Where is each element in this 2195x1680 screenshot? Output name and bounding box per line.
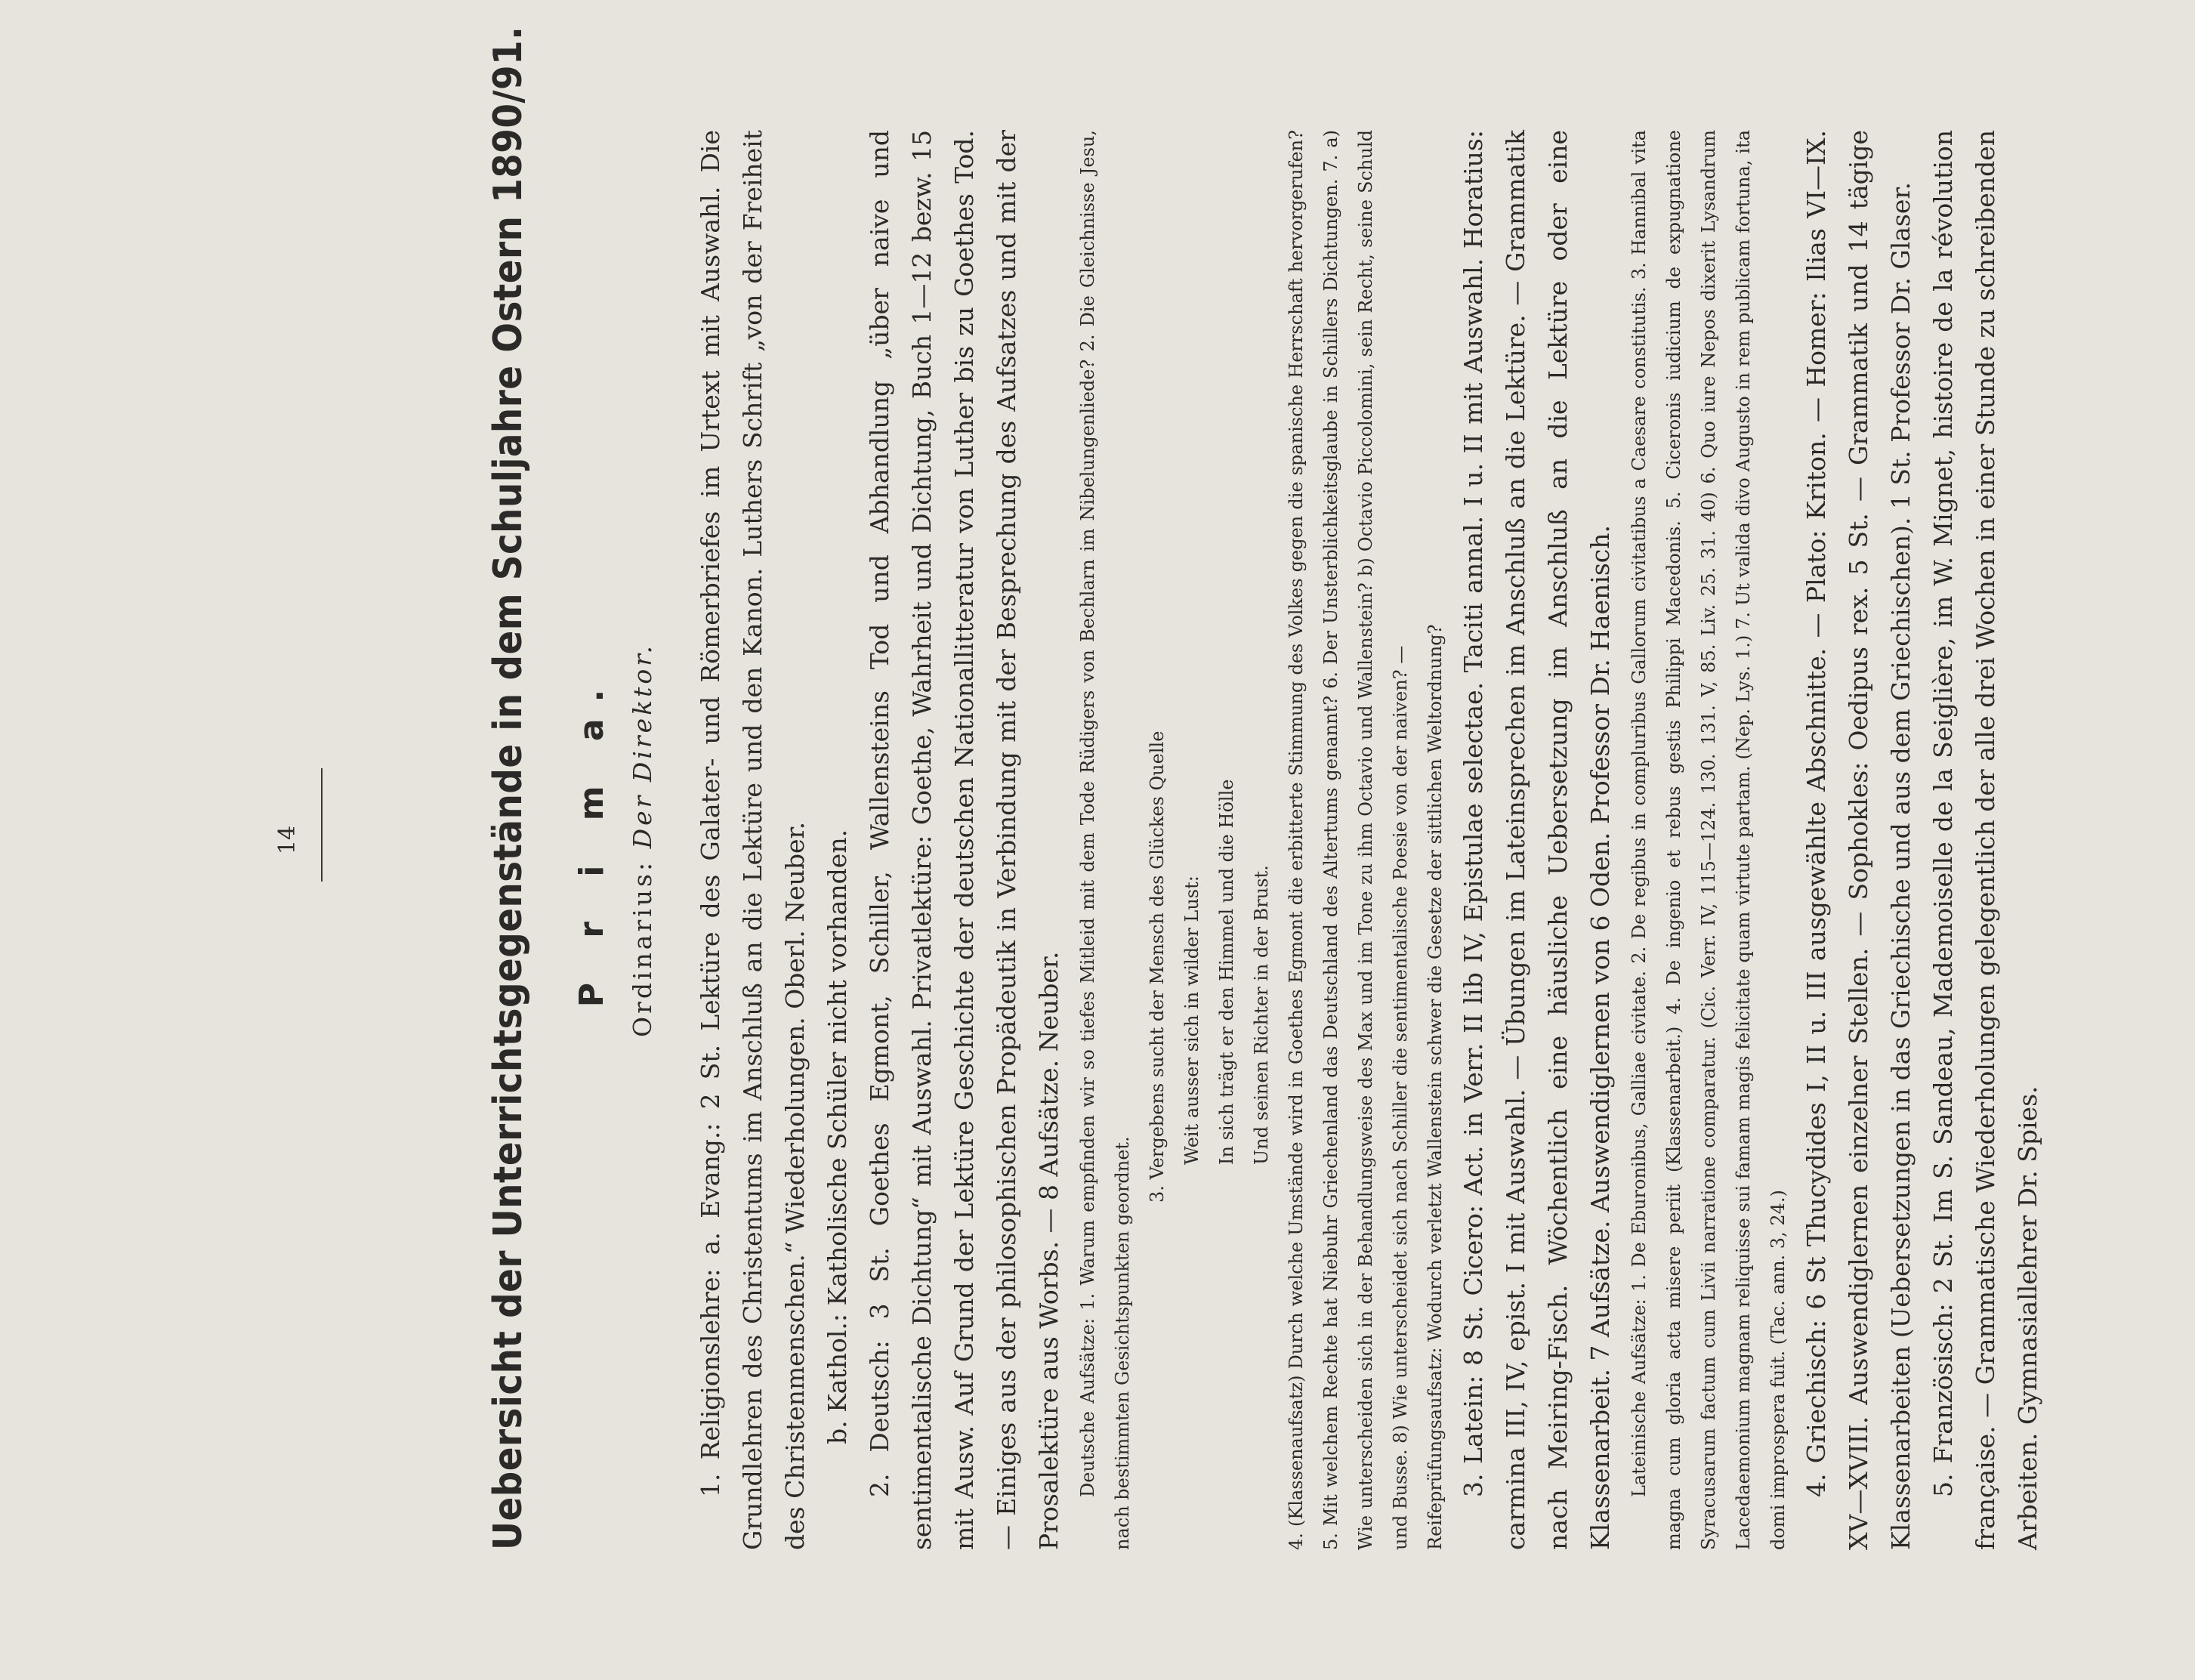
- religion-catholic-line: b. Kathol.: Katholische Schüler nicht vorhanden.: [823, 829, 852, 1444]
- deutsch-aufsaetze-continued: 4. (Klassenaufsatz) Durch welche Umstände wird in Goethes Egmont die erbitterte Stimmung des Volkes gegen die spanische Herrschaft hervorgerufen? 5. Mit welchem Rechte hat Niebuhr Griechenland das Deutschland des Altertums genannt? 6. Der Unsterblichkeitsglaube in Schillers Dichtungen. 7. a) Wie unterscheiden sich in der Behandlungsweise des Max und im Tone zu ihm Octavio und Wallenstein? b) Octavio Piccolomini, sein Recht, seine Schuld und Busse. 8) Wie unterscheidet sich nach Schiller die sentimentalische Poesie von der naiven? —: [1286, 130, 1411, 1550]
- deutsch-aufsatz-3: 3. Vergebens sucht der Mensch des Glückes Quelle: [1147, 730, 1168, 1203]
- document-body: [690, 130, 2049, 1550]
- franzoesisch-paragraph: 5. Französisch: 2 St. Im S. Sandeau, Mademoiselle de la Seiglière, im W. Mignet, histoire de la révolution française. — Grammatische Wiederholungen gelegentlich der alle drei Wochen in einer Stunde zu schreibenden Arbeiten. Gymnasiallehrer Dr. Spies.: [1928, 130, 2042, 1550]
- ordinarius-line: [628, 107, 657, 1573]
- deutsch-paragraph: 2. Deutsch: 3 St. Goethes Egmont, Schiller, Wallensteins Tod und Abhandlung „über naive und sentimentalische Dichtung“ mit Auswahl. Privatlektüre: Goethe, Wahrheit und Dichtung, Buch 1—12 bezw. 15 mit Ausw. Auf Grund der Lektüre Geschichte der deutschen Nationallitteratur von Luther bis zu Goethes Tod. — Einiges aus der philosophischen Propädeutik in Verbindung mit der Besprechung des Aufsatzes und mit der Prosalektüre aus Worbs. — 8 Aufsätze. Neuber.: [865, 130, 1064, 1550]
- poem-line: Weit ausser sich in wilder Lust:: [1181, 876, 1202, 1165]
- poem-line: Und seinen Richter in der Brust.: [1251, 865, 1272, 1165]
- page-number-rule: [321, 768, 323, 882]
- page-number: 14: [274, 825, 301, 855]
- deutsch-aufsaetze: Deutsche Aufsätze: 1. Warum empfinden wir so tiefes Mitleid mit dem Tode Rüdigers von Bechlarn im Nibelungenliede? 2. Die Gleichnisse Jesu, nach bestimmten Gesichtspunkten geordnet.: [1077, 130, 1133, 1550]
- page-title: Uebersicht der Unterrichtsgegenstände in dem Schuljahre Ostern 1890/91.: [486, 26, 531, 1550]
- rotated-page-content: [267, 26, 2042, 1573]
- griechisch-paragraph: 4. Griechisch: 6 St Thucydides I, II u. III ausgewählte Abschnitte. — Plato: Kriton. — Homer: Ilias VI—IX. XV—XVIII. Auswendiglernen einzelner Stellen. — Sophokles: Oedipus rex. 5 St. — Grammatik und 14 tägige Klassenarbeiten (Uebersetzungen in das Griechische und aus dem Griechischen). 1 St. Professor Dr. Glaser.: [1801, 130, 1916, 1550]
- latein-paragraph: 3. Latein: 8 St. Cicero: Act. in Verr. II lib IV, Epistulae selectae. Taciti annal. I u. II mit Auswahl. Horatius: carmina III, IV, epist. I mit Auswahl. — Übungen im Lateinsprechen im Anschluß an die Lektüre. — Grammatik nach Meiring-Fisch. Wöchentlich eine häusliche Uebersetzung im Anschluß an die Lektüre oder eine Klassenarbeit. 7 Aufsätze. Auswendiglernen von 6 Oden. Professor Dr. Haenisch.: [1459, 130, 1615, 1550]
- reifepruefung-aufsatz: Reifeprüfungsaufsatz: Wodurch verletzt Wallenstein schwer die Gesetze der sittlichen Weltordnung?: [1425, 624, 1446, 1550]
- latein-aufsaetze: Lateinische Aufsätze: 1. De Eburonibus, Galliae civitate. 2. De regibus in compluribus Gallorum civitatibus a Caesare constitutis. 3. Hannibal vita magna cum gloria acta misere periit (Klassenarbeit.) 4. De ingenio et rebus gestis Philippi Macedonis. 5. Ciceronis iudicium de expugnatione Syracusarum factum cum Livii narratione comparatur. (Cic. Verr. IV, 115—124. 130. 131. V, 85. Liv. 25. 31. 40) 6. Quo iure Nepos dixerit Lysandrum Lacedaemonium magnam reliquisse sui famam magis felicitate quam virtute partam. (Nep. Lys. 1.) 7. Ut valida divo Augusto in rem publicam fortuna, ita domi improspera fuit. (Tac. ann. 3, 24.): [1628, 130, 1789, 1550]
- poem-line: In sich trägt er den Himmel und die Hölle: [1216, 779, 1237, 1165]
- religion-paragraph: 1. Religionslehre: a. Evang.: 2 St. Lektüre des Galater- und Römerbriefes im Urtext mit Auswahl. Die Grundlehren des Christentums im Anschluß an die Lektüre und den Kanon. Luthers Schrift „von der Freiheit des Christenmenschen.“ Wiederholungen. Oberl. Neuber.: [696, 130, 810, 1550]
- ordinarius-label: Ordinarius:: [628, 859, 657, 1037]
- ordinarius-name: Der Direktor.: [628, 643, 657, 849]
- class-heading: P r i m a.: [573, 672, 611, 1008]
